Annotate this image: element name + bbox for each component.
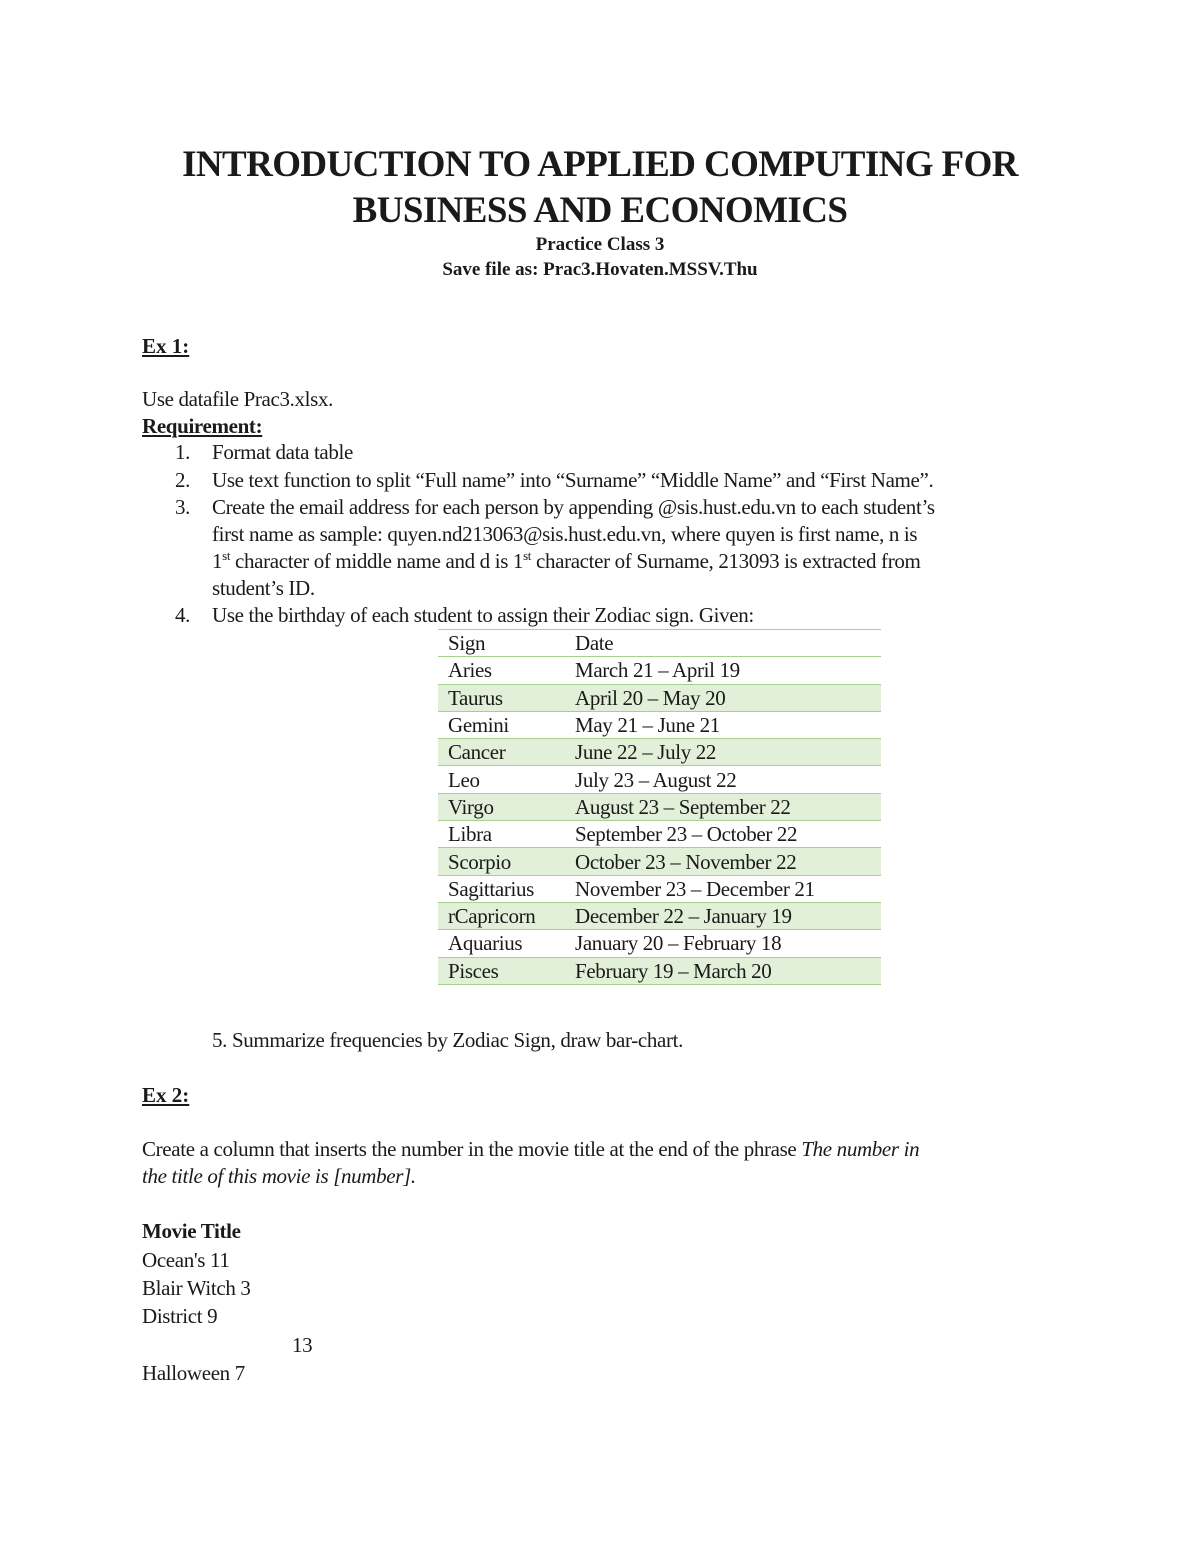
requirement-heading: Requirement: <box>142 414 263 438</box>
table-cell: October 23 – November 22 <box>565 848 881 875</box>
table-row <box>438 930 881 957</box>
table-cell: June 22 – July 22 <box>565 739 881 766</box>
table-cell: January 20 – February 18 <box>565 930 881 957</box>
list-number: 4. <box>175 603 191 627</box>
list-number: 2. <box>175 468 191 492</box>
table-cell: March 21 – April 19 <box>565 657 881 684</box>
list-item-5: 5. Summarize frequencies by Zodiac Sign, draw bar-chart. <box>212 1028 683 1052</box>
list-text: Create the email address for each person by appending @sis.hust.edu.vn to each student’s <box>212 495 935 519</box>
ex2-heading: Ex 2: <box>142 1083 190 1107</box>
list-text: Use the birthday of each student to assign their Zodiac sign. Given: <box>212 603 754 627</box>
ex1-heading: Ex 1: <box>142 334 190 358</box>
text-fragment: character of middle name and d is 1 <box>230 549 524 573</box>
table-row <box>438 902 881 929</box>
table-cell: Taurus <box>438 684 565 711</box>
table-cell: Aquarius <box>438 930 565 957</box>
list-text: Format data table <box>212 440 353 464</box>
save-file-as-line: Save file as: Prac3.Hovaten.MSSV.Thu <box>442 259 758 280</box>
document-title-line1: INTRODUCTION TO APPLIED COMPUTING FOR <box>182 144 1018 185</box>
table-cell: Leo <box>438 766 565 793</box>
table-cell: July 23 – August 22 <box>565 766 881 793</box>
movie-title-item: Blair Witch 3 <box>142 1276 251 1300</box>
list-text-continuation: student’s ID. <box>212 576 315 600</box>
practice-class-subtitle: Practice Class 3 <box>535 234 665 255</box>
movie-title-header: Movie Title <box>142 1219 241 1243</box>
table-row <box>438 684 881 711</box>
table-row <box>438 957 881 984</box>
table-cell: Libra <box>438 821 565 848</box>
table-header-cell: Sign <box>438 630 565 657</box>
list-number: 3. <box>175 495 191 519</box>
text-fragment: 1 <box>212 549 223 573</box>
movie-title-item: District 9 <box>142 1304 218 1328</box>
text-fragment: character of Surname, 213093 is extracted from <box>531 549 921 573</box>
table-header-row <box>438 630 881 657</box>
italic-phrase: The number in <box>801 1137 920 1161</box>
table-cell: Aries <box>438 657 565 684</box>
table-cell: Scorpio <box>438 848 565 875</box>
table-cell: Sagittarius <box>438 875 565 902</box>
superscript: st <box>222 548 231 563</box>
list-text-continuation <box>212 548 920 575</box>
table-row <box>438 657 881 684</box>
superscript: st <box>523 548 532 563</box>
table-cell: Cancer <box>438 739 565 766</box>
list-number: 1. <box>175 440 191 464</box>
table-cell: Virgo <box>438 793 565 820</box>
table-cell: December 22 – January 19 <box>565 902 881 929</box>
list-text: Use text function to split “Full name” into “Surname” “Middle Name” and “First Name”. <box>212 468 934 492</box>
movie-title-item: 13 <box>292 1333 313 1357</box>
table-cell: November 23 – December 21 <box>565 875 881 902</box>
table-row <box>438 793 881 820</box>
table-cell: April 20 – May 20 <box>565 684 881 711</box>
datafile-line: Use datafile Prac3.xlsx. <box>142 387 334 411</box>
table-header-cell: Date <box>565 630 881 657</box>
movie-title-item: Ocean's 11 <box>142 1248 230 1272</box>
table-cell: August 23 – September 22 <box>565 793 881 820</box>
list-text-continuation: first name as sample: quyen.nd213063@sis.hust.edu.vn, where quyen is first name, n is <box>212 522 918 546</box>
document-title-line2: BUSINESS AND ECONOMICS <box>352 190 848 231</box>
table-cell: February 19 – March 20 <box>565 957 881 984</box>
table-cell: rCapricorn <box>438 902 565 929</box>
zodiac-sign-table <box>438 629 881 985</box>
table-row <box>438 848 881 875</box>
table-cell: May 21 – June 21 <box>565 711 881 738</box>
table-row <box>438 821 881 848</box>
ex2-instruction-line1 <box>142 1136 919 1162</box>
table-cell: Pisces <box>438 957 565 984</box>
text-fragment: Create a column that inserts the number in the movie title at the end of the phrase <box>142 1137 802 1161</box>
table-row <box>438 875 881 902</box>
movie-title-item: Halloween 7 <box>142 1361 245 1385</box>
table-cell: September 23 – October 22 <box>565 821 881 848</box>
table-row <box>438 711 881 738</box>
table-row <box>438 739 881 766</box>
table-cell: Gemini <box>438 711 565 738</box>
table-row <box>438 766 881 793</box>
ex2-instruction-line2: the title of this movie is [number]. <box>142 1164 416 1188</box>
